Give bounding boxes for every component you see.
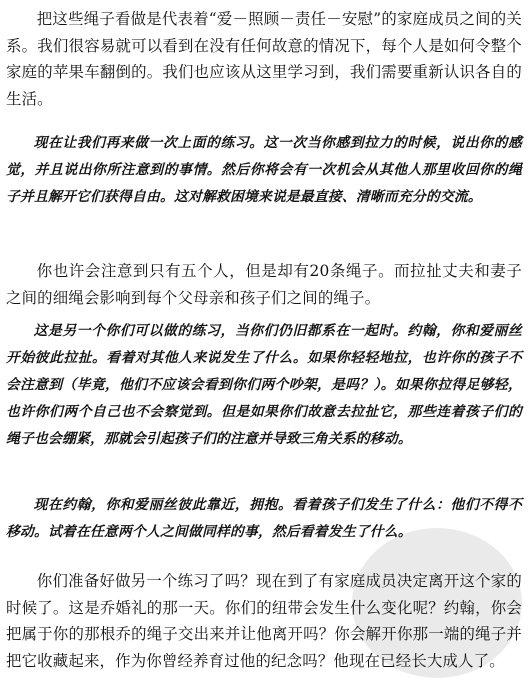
paragraph-4: 这是另一个你们可以做的练习，当你们仍旧都系在一起时。约翰，你和爱丽丝开始彼此拉扯。看着对其他人来说发生了什么。如果你轻轻地拉，也许你的孩子不会注意到（毕竟，他们不应该会看到你们两个吵架，是吗？）。如果你拉得足够轻，也许你们两个自己也不会察觉到。但是如果你们故意去拉扯它，那些连着孩子们的绳子也会绷紧，那就会引起孩子们的注意并导致三角关系的移动。	[6, 323, 522, 447]
paragraph-1: 把这些绳子看做是代表着“爱－照顾－责任－安慰”的家庭成员之间的关系。我们很容易就可以看到在没有任何故意的情况下，每个人是如何令整个家庭的苹果车翻倒的。我们也应该从这里学习到，我们需要重新认识各自的生活。	[6, 10, 522, 108]
paragraph-2: 现在让我们再来做一次上面的练习。这一次当你感到拉力的时候，说出你的感觉，并且说出你所注意到的事情。然后你将会有一次机会从其他人那里收回你的绳子并且解开它们获得自由。这对解救困境来说是最直接、清晰而充分的交流。	[6, 135, 522, 205]
paragraph-6: 你们准备好做另一个练习了吗？现在到了有家庭成员决定离开这个家的时候了。这是乔婚礼的那一天。你们的纽带会发生什么变化呢？约翰，你会把属于你的那根乔的绳子交出来并让他离开吗？你会解开你那一端的绳子并把它收藏起来，作为你曾经养育过他的纪念吗？他现在已经长大成人了。	[6, 572, 522, 670]
paragraph-5: 现在约翰，你和爱丽丝彼此靠近，拥抱。看着孩子们发生了什么：他们不得不移动。试着在任意两个人之间做同样的事，然后看着发生了什么。	[6, 497, 522, 540]
paragraph-3: 你也许会注意到只有五个人，但是却有20条绳子。而拉扯丈夫和妻子之间的细绳会影响到每个父母亲和孩子们之间的绳子。	[6, 262, 522, 307]
